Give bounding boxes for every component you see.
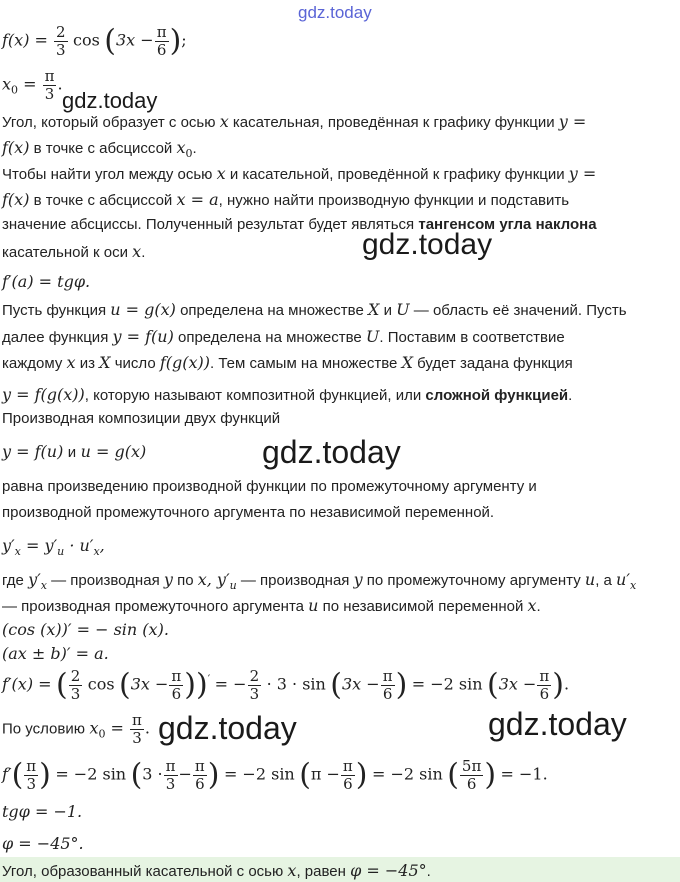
watermark-top: gdz.today — [298, 3, 372, 22]
paragraph-composition: Производная композиции двух функций — [2, 410, 281, 427]
paragraph-where-2: — производная промежуточного аргумента u по независимой переменной x. — [2, 596, 541, 615]
formula-phi: φ = −45°. — [2, 834, 84, 853]
watermark: gdz.today — [488, 706, 627, 742]
formula-x0: $x_0$ = $\frac{\pi}{3}$ . — [2, 67, 63, 103]
watermark: gdz.today — [362, 228, 493, 261]
paragraph-let-2: далее функция y = f(u) определена на множестве U. Поставим в соответствие — [2, 327, 565, 346]
fx-lhs: f(x) = — [2, 30, 54, 50]
paragraph-let-4: y = f(g(x)), которую называют композитной функцией, или сложной функцией. — [2, 385, 573, 404]
paragraph-find-2: f(x) в точке с абсциссой x = a, нужно найти производную функции и подставить — [2, 190, 570, 209]
formula-value: f′( $\frac{\pi}{3}$ ) = −2 sin (3 · $\frac{\pi}{3}$ − $\frac{\pi}{6}$ ) = −2 sin (π − $\frac{\pi}{6}$ ) = −2 sin ( $\frac{5\pi}{6}$ ) = −1. — [2, 757, 548, 793]
formula-fprime: f′(a) = tgφ. — [2, 272, 91, 291]
watermark: gdz.today — [262, 434, 401, 470]
formula-composite: y = f(u) и u = g(x) — [2, 442, 147, 461]
watermark: gdz.today — [158, 710, 297, 746]
paragraph-find-3: значение абсциссы. Полученный результат будет являться тангенсом угла наклона — [2, 216, 597, 233]
paragraph-equal-2: производной промежуточного аргумента по независимой переменной. — [2, 504, 495, 521]
paragraph-angle-intro: Угол, который образует с осью x касательная, проведённая к графику функции y = — [2, 112, 587, 131]
paragraph-equal-1: равна произведению производной функции по промежуточному аргументу и — [2, 478, 537, 495]
formula-tg: tgφ = −1. — [2, 802, 83, 821]
fraction: $\frac{2}{3}$ — [56, 23, 66, 59]
paragraph-angle-intro-2: f(x) в точке с абсциссой $x_0$. — [2, 138, 197, 160]
formula-chain-rule: $y'_x = y'_u \cdot u'_x$, — [2, 536, 105, 558]
paragraph-let-1: Пусть функция u = g(x) определена на множестве X и U — область её значений. Пусть — [2, 300, 627, 319]
paragraph-where-1: где $y'_x$ — производная y по x, $y'_u$ — производная y по промежуточному аргументу u, а $u'_x$ — [2, 570, 637, 592]
answer-text: Угол, образованный касательной с осью x, равен φ = −45°. — [2, 861, 431, 880]
formula-cos-rule: (cos (x))′ = − sin (x). — [2, 620, 169, 639]
formula-given: По условию $x_0$ = $\frac{\pi}{3}$ . — [2, 711, 150, 747]
formula-derivative: f′(x) = ( $\frac{2}{3}$ cos (3x − $\frac{\pi}{6}$ ))′ = − $\frac{2}{3}$ · 3 · sin (3x − $\frac{\pi}{6}$ ) = −2 sin (3x − $\frac{\pi}{6}$ ). — [2, 667, 570, 703]
formula-linear-rule: (ax ± b)′ = a. — [2, 644, 109, 663]
formula-fx: f(x) = $\frac{2}{3}$ cos (3x − $\frac{\pi}{6}$ ); — [2, 23, 187, 59]
paragraph-let-3: каждому x из X число f(g(x)). Тем самым на множестве X будет задана функция — [2, 353, 573, 372]
paragraph-find-4: касательной к оси x. — [2, 242, 146, 261]
paragraph-find-1: Чтобы найти угол между осью x и касательной, проведённой к графику функции y = — [2, 164, 597, 183]
watermark: gdz.today — [62, 88, 158, 113]
